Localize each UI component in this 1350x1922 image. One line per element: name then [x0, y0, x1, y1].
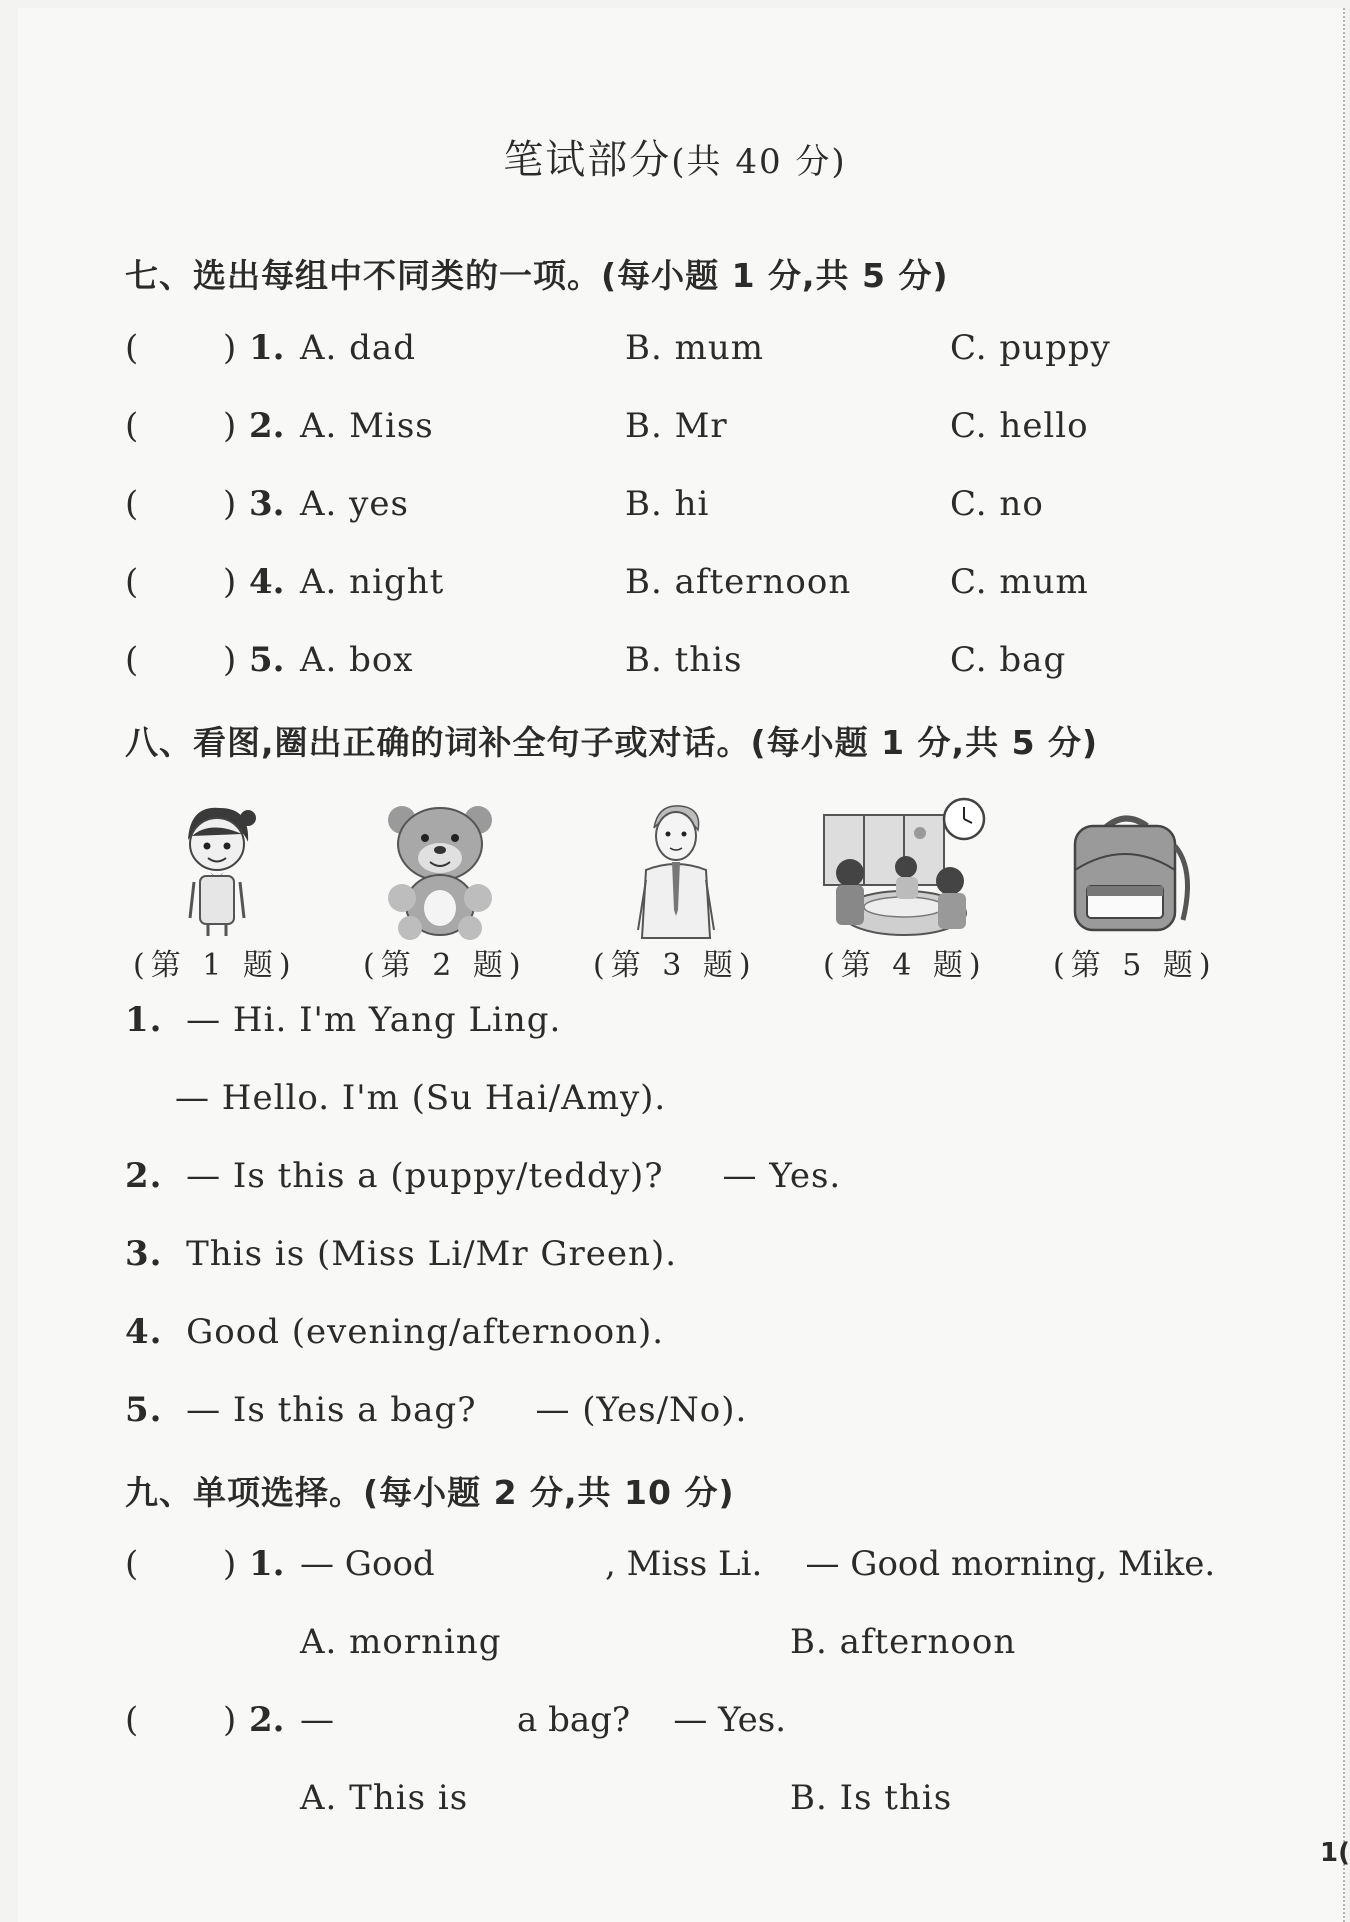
option-b: B. Is this: [790, 1778, 953, 1818]
option-c: C. puppy: [950, 328, 1111, 368]
page-title: [0, 128, 1350, 185]
s9-q2-options: [125, 1778, 1275, 1822]
s8-line-1b: — Hello. I'm (Su Hai/Amy).: [175, 1078, 667, 1118]
title-sub: (共 40 分): [671, 142, 847, 182]
s9-q1: ( ) 1. — Good , Miss Li. — Good morning, Mike.: [125, 1544, 1216, 1584]
option-c: C. mum: [950, 562, 1089, 602]
caption-2: (第 2 题): [363, 948, 527, 983]
caption-3: (第 3 题): [593, 948, 757, 983]
section-9-heading: 九、单项选择。(每小题 2 分,共 10 分): [125, 1473, 735, 1512]
answer-paren[interactable]: (: [125, 562, 139, 602]
option-a: A. box: [300, 640, 414, 680]
man-illustration: [628, 800, 724, 940]
option-a: A. Miss: [300, 406, 434, 446]
teddy-bear-illustration: [380, 800, 500, 940]
s8-line-3: 3. This is (Miss Li/Mr Green).: [125, 1234, 678, 1274]
section-7-heading: 七、选出每组中不同类的一项。(每小题 1 分,共 5 分): [125, 256, 949, 295]
option-a: A. morning: [300, 1622, 502, 1662]
s9-q1-options: [125, 1622, 1275, 1666]
option-c: C. no: [950, 484, 1044, 524]
answer-paren[interactable]: (: [125, 1700, 139, 1740]
option-a: A. This is: [300, 1778, 469, 1818]
option-b: B. afternoon: [790, 1622, 1017, 1662]
s8-line-2: 2. — Is this a (puppy/teddy)? — Yes.: [125, 1156, 842, 1196]
option-b: B. this: [625, 640, 743, 680]
answer-paren[interactable]: (: [125, 406, 139, 446]
s7-row-3: ( ) 3. A. yes B. hi C. no: [125, 484, 1044, 524]
option-b: B. afternoon: [625, 562, 852, 602]
caption-4: (第 4 题): [823, 948, 987, 983]
option-b: B. mum: [625, 328, 764, 368]
option-a: A. yes: [300, 484, 409, 524]
caption-5: (第 5 题): [1053, 948, 1217, 983]
s8-line-1: 1. — Hi. I'm Yang Ling.: [125, 1000, 562, 1040]
option-c: C. bag: [950, 640, 1067, 680]
girl-illustration: [170, 800, 260, 938]
schoolbag-illustration: [1065, 810, 1195, 935]
section-8-heading: 八、看图,圈出正确的词补全句子或对话。(每小题 1 分,共 5 分): [125, 723, 1099, 762]
s9-q2: ( ) 2. — a bag? — Yes.: [125, 1700, 787, 1740]
s8-line-4: 4. Good (evening/afternoon).: [125, 1312, 665, 1352]
family-dinner-illustration: [820, 795, 990, 940]
title-main: 笔试部分: [503, 137, 672, 183]
page-number: 1(: [1320, 1838, 1350, 1868]
s7-row-2: ( ) 2. A. Miss B. Mr C. hello: [125, 406, 1089, 446]
option-a: A. dad: [300, 328, 416, 368]
s7-row-1: ( ) 1. A. dad B. mum C. puppy: [125, 328, 1111, 368]
answer-paren[interactable]: (: [125, 484, 139, 524]
answer-paren[interactable]: (: [125, 1544, 139, 1584]
s7-row-5: ( ) 5. A. box B. this C. bag: [125, 640, 1067, 680]
answer-paren[interactable]: (: [125, 328, 139, 368]
option-b: B. Mr: [625, 406, 728, 446]
answer-paren[interactable]: (: [125, 640, 139, 680]
option-b: B. hi: [625, 484, 710, 524]
option-c: C. hello: [950, 406, 1089, 446]
option-a: A. night: [300, 562, 445, 602]
caption-1: (第 1 题): [133, 948, 297, 983]
s7-row-4: ( ) 4. A. night B. afternoon C. mum: [125, 562, 1089, 602]
s8-line-5: 5. — Is this a bag? — (Yes/No).: [125, 1390, 748, 1430]
